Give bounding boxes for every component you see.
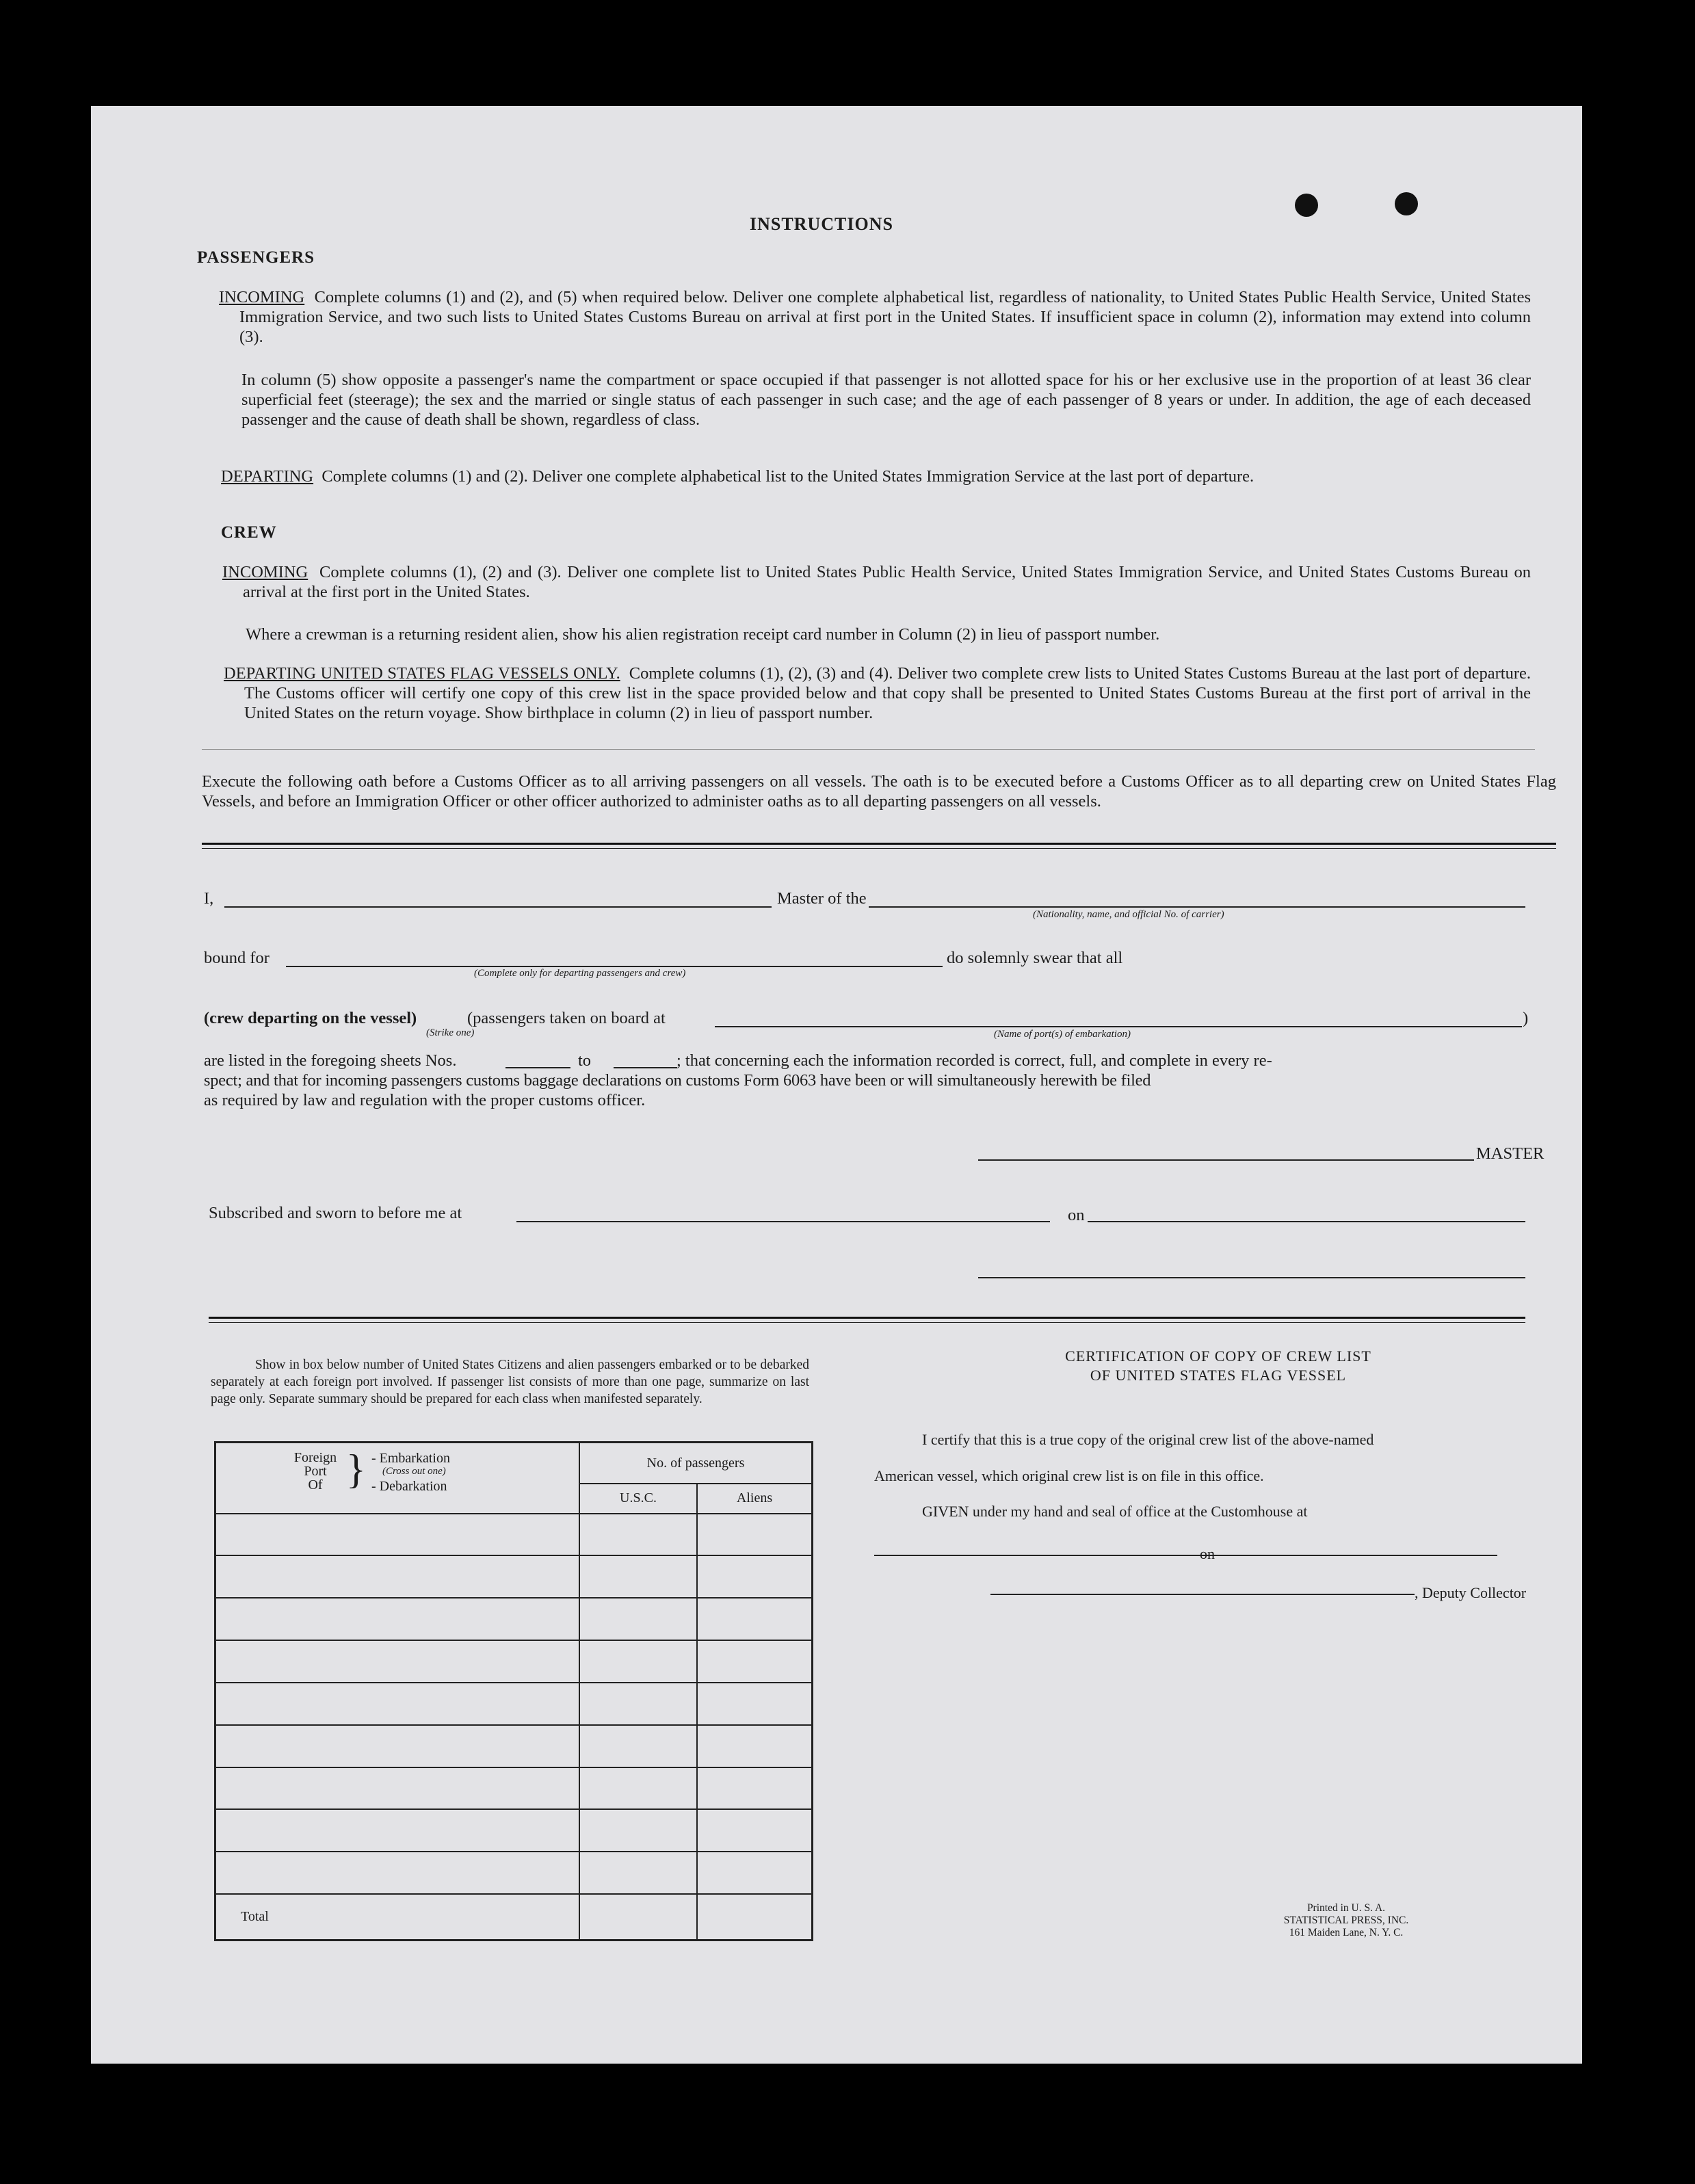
to-label: to <box>578 1051 592 1070</box>
bound-for-caption: (Complete only for departing passengers and crew) <box>474 968 686 979</box>
required-text: as required by law and regulation with the proper customs officer. <box>204 1091 646 1109</box>
certify-text: I certify that this is a true copy of the original crew list of the above-named <box>922 1431 1374 1448</box>
printer-line-2: STATISTICAL PRESS, INC. <box>1283 1915 1409 1926</box>
deputy-collector-line[interactable] <box>990 1594 1415 1595</box>
oath-bottom-rule-thin <box>209 1322 1525 1323</box>
port-cell[interactable] <box>215 1598 580 1640</box>
sheet-from-line[interactable] <box>505 1067 570 1068</box>
subscribed-label: Subscribed and sworn to before me at <box>209 1204 462 1222</box>
passenger-summary-table <box>214 1441 813 1941</box>
usc-cell[interactable] <box>579 1725 697 1767</box>
aliens-cell[interactable] <box>697 1809 813 1852</box>
carrier-caption: (Nationality, name, and official No. of carrier) <box>1033 909 1224 920</box>
certification-title-1: CERTIFICATION OF COPY OF CREW LIST <box>1065 1347 1371 1365</box>
total-label: Total <box>215 1894 580 1940</box>
port-cell[interactable] <box>215 1809 580 1852</box>
sworn-date-line[interactable] <box>1088 1221 1525 1222</box>
port-cell[interactable] <box>215 1767 580 1810</box>
passengers-incoming-label: INCOMING <box>219 288 305 306</box>
crew-incoming-label: INCOMING <box>222 563 308 581</box>
printer-imprint <box>1257 1902 1435 1939</box>
aliens-cell[interactable] <box>697 1767 813 1810</box>
cert-on-label: on <box>1200 1545 1215 1562</box>
given-text: GIVEN under my hand and seal of office at the Customhouse at <box>922 1503 1308 1520</box>
form-page <box>91 106 1582 2064</box>
sheets-label: are listed in the foregoing sheets Nos. <box>204 1051 457 1070</box>
section-divider <box>202 749 1535 750</box>
printer-line-1: Printed in U. S. A. <box>1306 1902 1386 1914</box>
summary-instructions: Show in box below number of United States Citizens and alien passengers embarked or to be debarked separately at each foreign port involved. If passenger list consists of more than one page, summarize on last page only. Separate summary should be prepared for each class when manifested separately. <box>211 1358 809 1406</box>
carrier-line[interactable] <box>869 906 1525 908</box>
port-cell[interactable] <box>215 1555 580 1598</box>
strike-one-caption: (Strike one) <box>426 1027 475 1038</box>
master-label: MASTER <box>1476 1144 1545 1163</box>
oath-top-rule-thin <box>202 848 1556 849</box>
usc-cell[interactable] <box>579 1767 697 1810</box>
port-cell[interactable] <box>215 1725 580 1767</box>
crew-departing-option[interactable]: (crew departing on the vessel) <box>204 1009 417 1027</box>
bound-for-label: bound for <box>204 949 270 967</box>
passengers-incoming-paragraph <box>219 287 1531 347</box>
port-cell[interactable] <box>215 1852 580 1894</box>
crew-heading: CREW <box>221 523 277 542</box>
usc-cell[interactable] <box>579 1852 697 1894</box>
foreign-port-of-label: Foreign Port Of <box>293 1450 337 1492</box>
punch-hole <box>1395 192 1418 215</box>
aliens-cell[interactable] <box>697 1555 813 1598</box>
debarkation-option[interactable]: - Debarkation <box>371 1479 447 1494</box>
oath-intro: Execute the following oath before a Customs Officer as to all arriving passengers on all vessels. The oath is to be executed before a Customs Officer as to all departing crew on United States Flag Vessels, and before an Immigration Officer or other officer authorized to administer oaths as to all departing passengers on all vessels. <box>202 772 1556 811</box>
officer-signature-line[interactable] <box>978 1277 1525 1278</box>
master-of-label: Master of the <box>777 889 867 908</box>
passengers-incoming-text: Complete columns (1) and (2), and (5) when required below. Deliver one complete alphabetical list, regardless of nationality, to United States Public Health Service, United States Immigration Service, and two such lists to United States Customs Bureau on arrival at first port in the United States. If insufficient space in column (2), information may extend into column (3). <box>239 288 1531 346</box>
port-cell[interactable] <box>215 1514 580 1556</box>
total-usc-cell[interactable] <box>579 1894 697 1940</box>
master-name-line[interactable] <box>224 906 772 908</box>
deputy-collector-label: , Deputy Collector <box>1415 1584 1527 1601</box>
num-passengers-header: No. of passengers <box>579 1443 813 1484</box>
usc-header: U.S.C. <box>579 1484 697 1513</box>
passengers-heading: PASSENGERS <box>197 248 315 267</box>
crew-incoming-paragraph <box>222 562 1531 602</box>
oath-i-label: I, <box>204 889 214 908</box>
oath-top-rule <box>202 843 1556 845</box>
usc-cell[interactable] <box>579 1555 697 1598</box>
sworn-on-label: on <box>1068 1206 1085 1224</box>
usc-cell[interactable] <box>579 1640 697 1683</box>
aliens-cell[interactable] <box>697 1514 813 1556</box>
crew-departing-paragraph <box>224 663 1531 723</box>
total-aliens-cell[interactable] <box>697 1894 813 1940</box>
sheet-to-line[interactable] <box>614 1067 677 1068</box>
passengers-taken-option[interactable]: (passengers taken on board at <box>467 1009 666 1027</box>
passengers-column5-paragraph: In column (5) show opposite a passenger's name the compartment or space occupied if that passenger is not allotted space for his or her exclusive use in the proportion of at least 36 clear superficial feet (steerage); the sex and the married or single status of each passenger in such case; and the age of each passenger of 8 years or under. In addition, the age of each deceased passenger and the cause of death shall be shown, regardless of class. <box>241 371 1531 429</box>
crew-returning-paragraph: Where a crewman is a returning resident alien, show his alien registration receipt card number in Column (2) in lieu of passport number. <box>246 625 1160 644</box>
brace: } <box>346 1447 366 1492</box>
instructions-title: INSTRUCTIONS <box>750 214 893 234</box>
aliens-cell[interactable] <box>697 1683 813 1725</box>
passengers-departing-paragraph <box>221 466 1531 486</box>
cross-out-caption: (Cross out one) <box>382 1466 446 1477</box>
aliens-cell[interactable] <box>697 1725 813 1767</box>
american-vessel-text: American vessel, which original crew list is on file in this office. <box>874 1467 1264 1484</box>
crew-departing-label: DEPARTING UNITED STATES FLAG VESSELS ONLY. <box>224 664 620 683</box>
punch-hole <box>1295 194 1318 217</box>
port-header-cell <box>215 1443 580 1514</box>
sworn-place-line[interactable] <box>516 1221 1050 1222</box>
port-cell[interactable] <box>215 1640 580 1683</box>
cert-date-line[interactable] <box>1220 1555 1497 1556</box>
certification-title-2: OF UNITED STATES FLAG VESSEL <box>1090 1367 1347 1384</box>
crew-departing-text: Complete columns (1), (2), (3) and (4). Deliver two complete crew lists to United States Customs Bureau at the last port of departure. The Customs officer will certify one copy of this crew list in the space provided below and that copy shall be presented to United States Customs Bureau at the first port of arrival in the United States on the return voyage. Show birthplace in column (2) in lieu of passport number. <box>244 664 1531 722</box>
master-signature-line[interactable] <box>978 1159 1474 1161</box>
concerning-text: ; that concerning each the information recorded is correct, full, and complete in every re- <box>676 1051 1272 1070</box>
passengers-departing-text: Complete columns (1) and (2). Deliver one complete alphabetical list to the United States Immigration Service at the last port of departure. <box>321 467 1254 486</box>
port-cell[interactable] <box>215 1683 580 1725</box>
embarkation-option[interactable]: - Embarkation <box>371 1451 450 1466</box>
usc-cell[interactable] <box>579 1598 697 1640</box>
crew-incoming-text: Complete columns (1), (2) and (3). Deliver one complete list to United States Public Health Service, United States Immigration Service, and United States Customs Bureau on arrival at the first port in the United States. <box>243 563 1531 601</box>
swear-label: do solemnly swear that all <box>947 949 1123 967</box>
close-paren: ) <box>1523 1009 1529 1027</box>
aliens-cell[interactable] <box>697 1598 813 1640</box>
embarkation-ports-line[interactable] <box>715 1026 1522 1027</box>
aliens-cell[interactable] <box>697 1852 813 1894</box>
aliens-header: Aliens <box>697 1484 813 1513</box>
usc-cell[interactable] <box>579 1809 697 1852</box>
aliens-cell[interactable] <box>697 1640 813 1683</box>
usc-cell[interactable] <box>579 1514 697 1556</box>
oath-bottom-rule <box>209 1317 1525 1319</box>
passengers-departing-label: DEPARTING <box>221 467 314 486</box>
printer-line-3: 161 Maiden Lane, N. Y. C. <box>1289 1927 1404 1938</box>
embarkation-ports-caption: (Name of port(s) of embarkation) <box>994 1029 1131 1040</box>
usc-cell[interactable] <box>579 1683 697 1725</box>
bound-for-line[interactable] <box>286 966 943 967</box>
spect-text: spect; and that for incoming passengers customs baggage declarations on customs Form 6063 have been or will simultaneously herewith be filed <box>204 1071 1151 1090</box>
